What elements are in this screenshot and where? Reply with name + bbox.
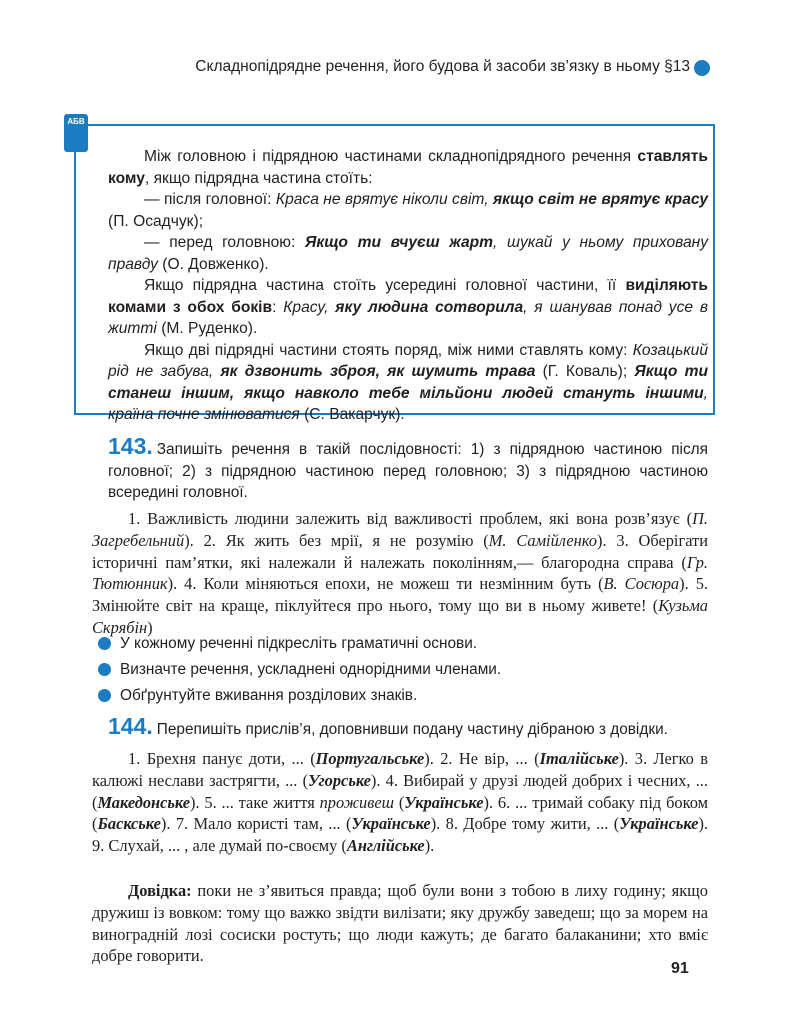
rule-paragraph-5: Якщо дві підрядні частини стоять поряд, між ними ставлять кому: Козацький рід не забува, як дзвонить зброя, як шумить трава (Г. Коваль); Якщо ти станеш іншим, якщо навколо тебе мільйони людей стануть іншими, країна почне змінюватися (С. Вакарчук).: [108, 341, 709, 423]
rule-paragraph-4: Якщо підрядна частина стоїть усередині головної частини, її виділяють комами з обох боків: Красу, яку людина сотворила, я шанував понад усе в житті (М. Руденко).: [108, 277, 709, 337]
list-item: Визначте речення, ускладнені однорідними членами.: [98, 660, 708, 686]
bullet-dot-icon: [98, 689, 111, 702]
bullet-dot-icon: [98, 663, 111, 676]
page-number: 91: [671, 960, 689, 977]
list-item: У кожному реченні підкресліть граматичні основи.: [98, 634, 708, 660]
exercise-144-reference: Довідка: поки не з’явиться правда; щоб були вони з тобою в лиху годину; якщо дружиш із вовком: тому що важко звідти вилізати; яку дружбу заведеш; що за морем на виноградній лозі сосиски ростуть; що люди кажуть; де багато балаканини; хто вміє добре говорити.: [92, 881, 708, 966]
rule-text: [108, 146, 708, 426]
exercise-143-bullets: [98, 634, 708, 712]
rule-paragraph-3: — перед головною: Якщо ти вчуєш жарт, шукай у ньому приховану правду (О. Довженко).: [108, 234, 708, 273]
rule-paragraph-2: — після головної: Краса не врятує ніколи світ, якщо світ не врятує красу (П. Осадчук);: [108, 191, 709, 230]
header-dot-icon: [694, 60, 710, 76]
exercise-143-sentences: 1. Важливість людини залежить від важливості проблем, які вона розв’язує (П. Загребельний). 2. Як жить без мрії, я не розумію (М. Самійленко). 3. Оберігати історичні пам’ятки, які належали й належать поколінням,— благородна справа (Гр. Тютюнник). 4. Коли міняються епохи, не можеш ти незмінним буть (В. Сосюра). 5. Змінюйте світ на краще, піклуйтеся про нього, тому що ви в ньому живете! (Кузьма Скрябін): [92, 509, 708, 637]
exercise-number: 143.: [108, 433, 153, 459]
rule-icon: АБВ: [64, 114, 88, 152]
exercise-number: 144.: [108, 713, 153, 739]
exercise-143-task: 143. Запишіть речення в такій послідовності: 1) з підрядною частиною після головної; 2) з підрядною частиною перед головною; 3) з підрядною частиною всередині головної.: [108, 433, 708, 501]
rule-paragraph-1: Між головною і підрядною частинами складнопідрядного речення ставлять кому, якщо підрядна частина стоїть:: [108, 148, 708, 187]
bullet-dot-icon: [98, 637, 111, 650]
reference-label: Довідка:: [128, 881, 192, 900]
exercise-144-proverbs: 1. Брехня панує доти, ... (Португальське). 2. Не вір, ... (Італійське). 3. Легко в калюжі неслави застрягти, ... (Угорське). 4. Вибирай у друзі людей добрих і чесних, ... (Македонське). 5. ... таке життя проживеш (Українське). 6. ... тримай собаку під боком (Баскське). 7. Мало користі там, ... (Українське). 8. Добре тому жити, ... (Українське). 9. Слухай, ... , але думай по-своєму (Англійське).: [92, 749, 708, 856]
exercise-144-task: 144. Перепишіть прислів’я, доповнивши подану частину дібраною з довідки.: [108, 713, 668, 739]
list-item: Обґрунтуйте вживання розділових знаків.: [98, 686, 708, 712]
running-header: Складнопідрядне речення, його будова й засоби зв’язку в ньому §13: [195, 58, 690, 75]
